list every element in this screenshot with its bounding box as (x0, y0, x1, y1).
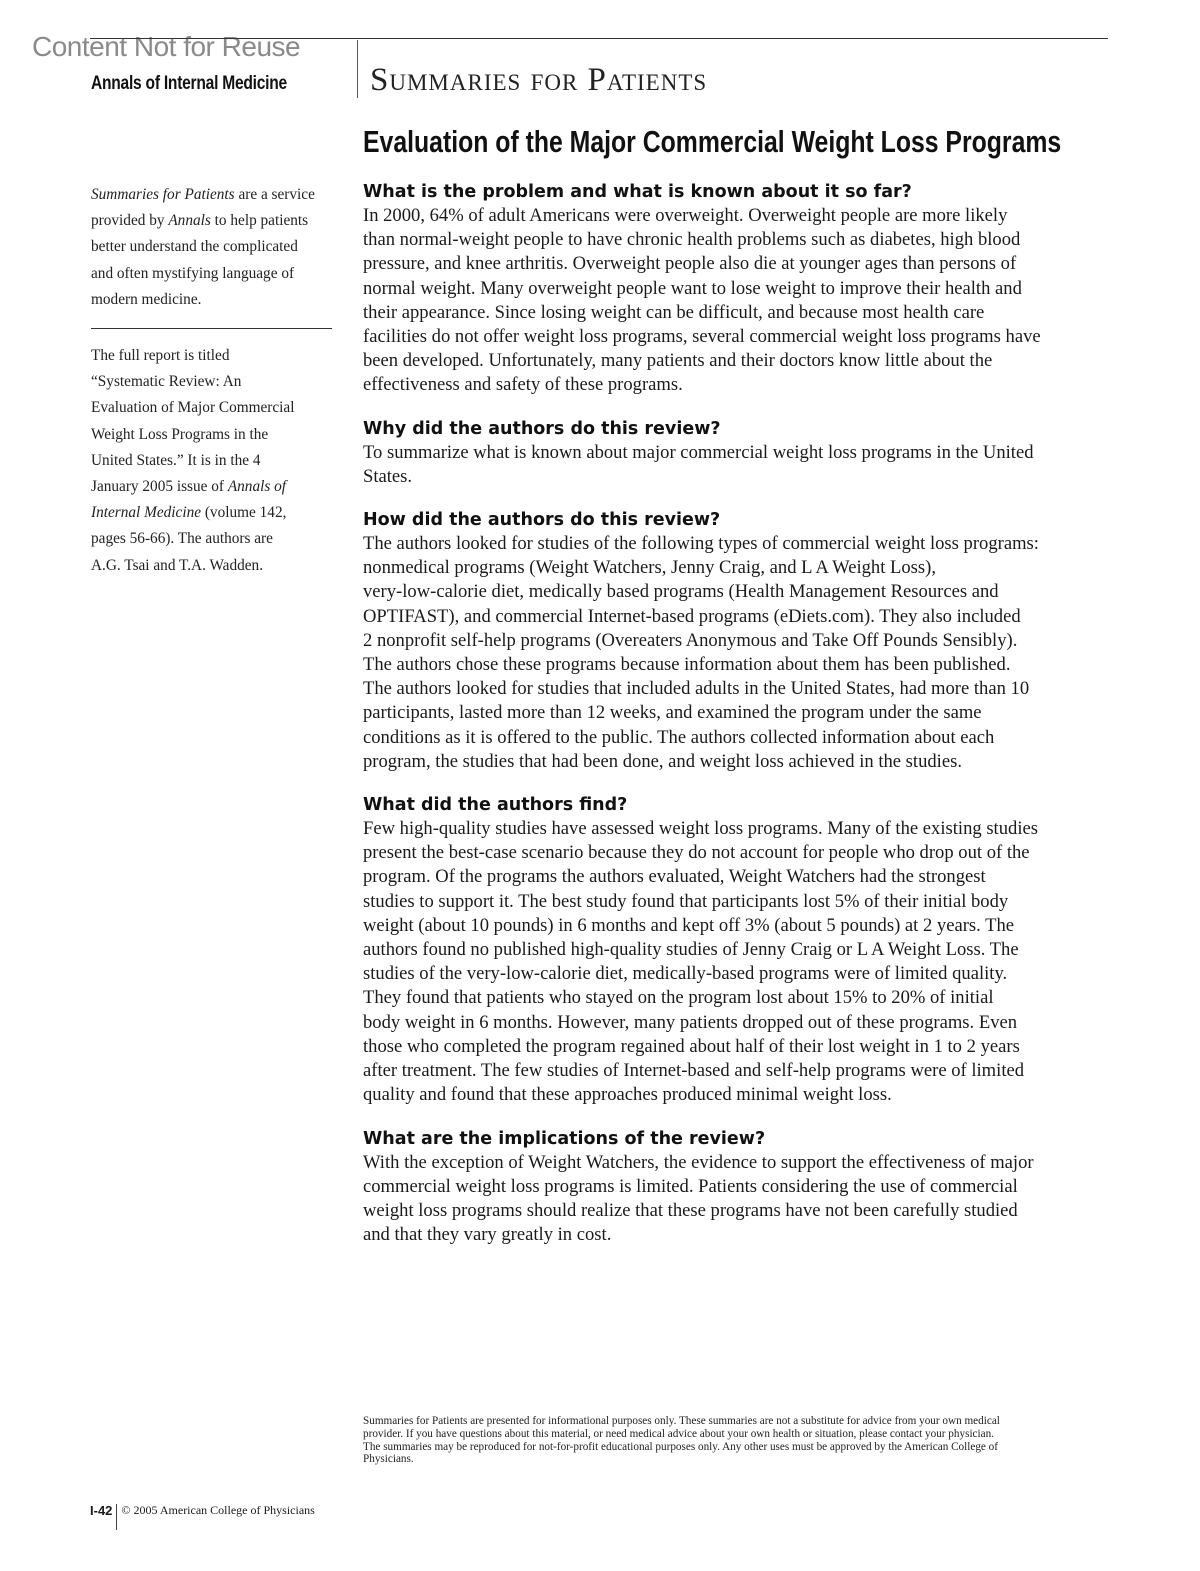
section-heading: What are the implications of the review? (363, 1128, 766, 1149)
section (363, 793, 1111, 1107)
section-heading: What is the problem and what is known about it so far? (363, 182, 912, 202)
section (363, 417, 1111, 489)
section-heading: Why did the authors do this review? (363, 418, 721, 439)
section (363, 180, 1111, 398)
text-line: The authors chose these programs because information about them has been published. (363, 654, 1011, 676)
sidebar-text: The full report is titled (91, 347, 230, 365)
text-line: In 2000, 64% of adult Americans were overweight. Overweight people are more likely (363, 205, 1008, 226)
text-line: 2 nonprofit self-help programs (Overeaters Anonymous and Take Off Pounds Sensibly). (363, 629, 1018, 651)
section-heading: What did the authors find? (363, 795, 628, 816)
journal-name: Annals of Internal Medicine (91, 73, 287, 94)
text-line: The authors looked for studies that included adults in the United States, had more than 10 (363, 678, 1030, 700)
text-line: They found that patients who stayed on the program lost about 15% to 20% of initial (363, 987, 994, 1009)
sidebar-intro (91, 182, 336, 313)
sidebar-text: Internal Medicine (91, 504, 202, 522)
sidebar-text: Summaries for Patients (91, 186, 235, 203)
section-body (363, 204, 1111, 398)
sidebar-rule (91, 328, 332, 329)
text-line: their appearance. Since losing weight can be difficult, and because most health care (363, 301, 985, 323)
sidebar-report-info (91, 343, 336, 579)
section-heading: How did the authors do this review? (363, 510, 721, 531)
sidebar-text: A.G. Tsai and T.A. Wadden. (91, 556, 264, 574)
sidebar-text: are a service (234, 186, 315, 203)
sidebar-text: Annals of (227, 478, 287, 496)
text-line: very-low-calorie diet, medically based programs (Health Management Resources and (363, 581, 999, 603)
text-line: The authors looked for studies of the following types of commercial weight loss programs: (363, 533, 1039, 555)
footer-divider (116, 1504, 117, 1530)
text-line: quality and found that these approaches produced minimal weight loss. (363, 1084, 892, 1106)
text-line: after treatment. The few studies of Internet-based and self-help programs were of limited (363, 1060, 1025, 1082)
text-line: weight loss programs should realize that these programs have not been carefully studied (363, 1199, 1018, 1221)
disclaimer-line: provider. If you have questions about this material, or need medical advice about your own health or situation, please contact your physician. (363, 1427, 994, 1440)
sidebar (91, 182, 336, 579)
text-line: been developed. Unfortunately, many patients and their doctors know little about the (363, 350, 993, 372)
sidebar-text: “Systematic Review: An (91, 373, 242, 391)
text-line: body weight in 6 months. However, many patients dropped out of these programs. Even (363, 1011, 1018, 1033)
sidebar-text: United States.” It is in the 4 (91, 451, 261, 469)
disclaimer-line: Physicians. (363, 1453, 414, 1466)
sidebar-text: provided by (91, 212, 169, 230)
text-line: pressure, and knee arthritis. Overweight people also die at younger ages than persons of (363, 253, 1017, 275)
text-line: Few high-quality studies have assessed weight loss programs. Many of the existing studies (363, 818, 1038, 840)
disclaimer-line: The summaries may be reproduced for not-for-profit educational purposes only. Any other uses must be approved by the American College of (363, 1440, 999, 1453)
section (363, 508, 1111, 774)
text-line: commercial weight loss programs is limited. Patients considering the use of commercial (363, 1175, 1018, 1197)
text-line: and that they vary greatly in cost. (363, 1224, 612, 1246)
sidebar-text: January 2005 issue of (91, 478, 228, 496)
disclaimer-line: Summaries for Patients are presented for informational purposes only. These summaries are not a substitute for advice from your own medical (363, 1415, 1000, 1427)
text-line: States. (363, 465, 413, 487)
text-line: studies to support it. The best study found that participants lost 5% of their initial body (363, 890, 1009, 912)
text-line: weight (about 10 pounds) in 6 months and kept off 3% (about 5 pounds) at 2 years. The (363, 914, 1015, 936)
header-rule (90, 38, 1108, 39)
section-body (363, 532, 1111, 774)
text-line: than normal-weight people to have chronic health problems such as diabetes, high blood (363, 229, 1021, 251)
section (363, 1127, 1111, 1248)
sidebar-text: better understand the complicated (91, 238, 298, 256)
main-content (363, 180, 1111, 1266)
sidebar-text: Weight Loss Programs in the (91, 425, 269, 443)
text-line: To summarize what is known about major commercial weight loss programs in the United (363, 441, 1034, 463)
section-body (363, 441, 1111, 489)
text-line: conditions as it is offered to the public. The authors collected information about each (363, 726, 995, 748)
text-line: those who completed the program regained about half of their lost weight in 1 to 2 years (363, 1035, 1020, 1057)
text-line: With the exception of Weight Watchers, the evidence to support the effectiveness of major (363, 1151, 1034, 1173)
sidebar-text: Annals (168, 212, 211, 230)
text-line: OPTIFAST), and commercial Internet-based programs (eDiets.com). They also included (363, 605, 1021, 627)
text-line: facilities do not offer weight loss programs, several commercial weight loss programs have (363, 326, 1041, 348)
page-footer (90, 1497, 315, 1523)
watermark: Content Not for Reuse (32, 31, 301, 62)
text-line: participants, lasted more than 12 weeks, and examined the program under the same (363, 702, 982, 724)
text-line: studies of the very-low-calorie diet, medically-based programs were of limited quality. (363, 963, 1008, 985)
copyright: © 2005 American College of Physicians (121, 1502, 315, 1517)
text-line: normal weight. Many overweight people want to lose weight to improve their health and (363, 277, 1022, 299)
text-line: authors found no published high-quality studies of Jenny Craig or L A Weight Loss. The (363, 939, 1019, 961)
text-line: nonmedical programs (Weight Watchers, Jenny Craig, and L A Weight Loss), (363, 557, 936, 579)
sidebar-text: to help patients (210, 212, 309, 230)
article-title: Evaluation of the Major Commercial Weight Loss Programs (363, 124, 1062, 159)
header-divider (357, 40, 358, 98)
text-line: present the best-case scenario because they do not account for people who drop out of the (363, 842, 1030, 864)
section-body (363, 817, 1111, 1107)
text-line: effectiveness and safety of these programs. (363, 374, 683, 396)
page-number: I-42 (90, 1502, 113, 1518)
sidebar-text: pages 56-66). The authors are (91, 530, 273, 548)
sidebar-text: Evaluation of Major Commercial (91, 399, 295, 417)
text-line: program. Of the programs the authors evaluated, Weight Watchers had the strongest (363, 866, 986, 888)
disclaimer (363, 1415, 1111, 1466)
sidebar-text: (volume 142, (201, 504, 287, 522)
sidebar-text: and often mystifying language of (91, 264, 295, 282)
section-body (363, 1151, 1111, 1248)
section-title: Summaries for Patients (370, 62, 708, 98)
text-line: program, the studies that had been done, and weight loss achieved in the studies. (363, 750, 962, 772)
sidebar-text: modern medicine. (91, 290, 202, 308)
